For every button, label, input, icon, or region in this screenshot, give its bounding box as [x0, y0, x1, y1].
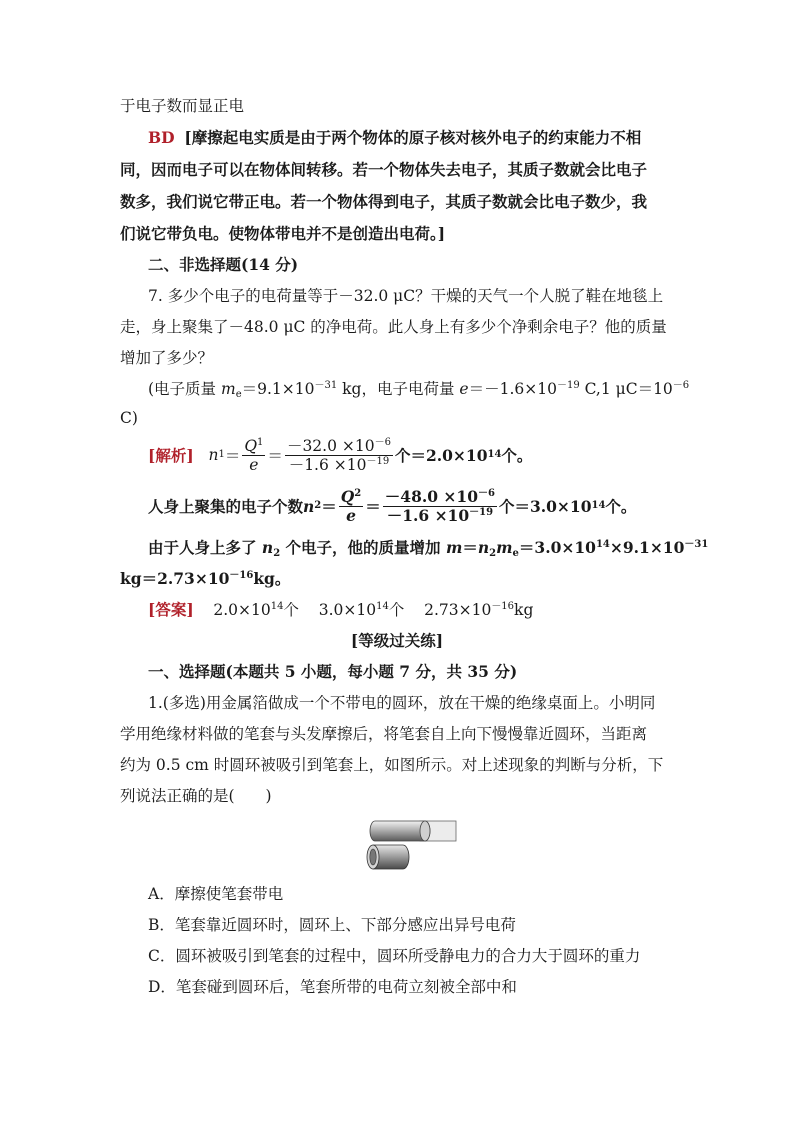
q7-stem-line-1: 7. 多少个电子的电荷量等于－32.0 μC？干燥的天气一个人脱了鞋在地毯上	[148, 287, 664, 305]
fraction-q2-over-e: $\frac{Q^2}{e}$	[340, 486, 362, 525]
q1-option-d: D．笔套碰到圆环后，笔套所带的电荷立刻被全部中和	[148, 978, 517, 996]
q7-solution-line-2: 人身上聚集的电子个数 n 2 ＝ $\frac{Q^2}{e}$ ＝ $\frac{-48.0 \times 10^{-6}}{-1.6 \times 10^{-19}}$ 个＝3.0×10 14 个。	[148, 486, 637, 525]
q7-stem-line-2: 走，身上聚集了－48.0 μC 的净电荷。此人身上有多少个净剩余电子？他的质量	[120, 318, 667, 336]
metal-ring-hole	[370, 849, 376, 865]
q1-option-b: B．笔套靠近圆环时，圆环上、下部分感应出异号电荷	[148, 916, 516, 934]
level-title: [等级过关练]	[350, 631, 444, 650]
q1-stem-line-2: 学用绝缘材料做的笔套与头发摩擦后，将笔套自上向下慢慢靠近圆环，当距离	[120, 725, 648, 743]
pen-cap-and-ring-figure	[365, 818, 457, 872]
fraction-charge-ratio-2: $\frac{-48.0 \times 10^{-6}}{-1.6 \times 10^{-19}}$	[384, 486, 495, 525]
q7-stem-line-3: 增加了多少？	[120, 349, 214, 367]
q7-solution-line-1: [解析] n 1 ＝ $\frac{Q^1}{e}$ ＝ $\frac{-32.0 \times 10^{-6}}{-1.6 \times 10^{-19}}$ 个＝2.0×10 14 个。	[148, 436, 533, 474]
solution-label: [解析]	[148, 446, 194, 465]
q1-stem-line-3: 约为 0.5 cm 时圆环被吸引到笔套上，如图所示。对上述现象的判断与分析，下	[120, 756, 664, 774]
q7-solution-line-3: 由于人身上多了 $n_2$ 个电子，他的质量增加 $m=n_2m_e=3.0\times 10^{14}\times 9.1\times 10^{-31}$	[148, 538, 709, 559]
answer-label-bd: BD	[148, 128, 175, 147]
section1-title: 一、选择题(本题共 5 小题，每小题 7 分，共 35 分)	[148, 662, 518, 681]
q7-solution-line-4: $kg=2.73\times 10^{-16}kg$。	[120, 569, 291, 588]
q1-stem-line-4: 列说法正确的是( )	[120, 787, 272, 805]
q1-option-a: A．摩擦使笔套带电	[148, 885, 284, 903]
section2-title: 二、非选择题(14 分)	[148, 255, 299, 274]
q7-given-tail: C)	[120, 409, 138, 427]
q6-explanation-line-1: BD [摩擦起电实质是由于两个物体的原子核对核外电子的约束能力不相	[148, 128, 642, 147]
fraction-charge-ratio-1: $\frac{-32.0 \times 10^{-6}}{-1.6 \times 10^{-19}}$	[286, 436, 391, 474]
pen-cap-end	[420, 821, 430, 841]
fraction-q1-over-e: $\frac{Q^1}{e}$	[244, 436, 264, 474]
q6-explanation-line-2: 同，因而电子可以在物体间转移。若一个物体失去电子，其质子数就会比电子	[120, 160, 648, 179]
header-line: 于电子数而显正电	[120, 97, 245, 115]
q6-explanation-line-3: 数多，我们说它带正电。若一个物体得到电子，其质子数就会比电子数少，我	[120, 192, 648, 211]
q1-stem-line-1: 1.(多选)用金属箔做成一个不带电的圆环，放在干燥的绝缘桌面上。小明同	[148, 694, 656, 712]
q7-given-line: (电子质量 $m_e=9.1\times 10^{-31}$ kg，电子电荷量 $e=-1.6\times 10^{-19}$ C,1 $\mu C=10^{-6}$	[148, 380, 690, 400]
q1-option-c: C．圆环被吸引到笔套的过程中，圆环所受静电力的合力大于圆环的重力	[148, 947, 641, 965]
q6-explanation-line-4: 们说它带负电。使物体带电并不是创造出电荷。]	[120, 224, 446, 243]
q7-answer-line: [答案] $2.0\times 10^{14}$个 $3.0\times 10^{14}$个 $2.73\times 10^{-16}kg$	[148, 600, 534, 619]
answer-label: [答案]	[148, 600, 194, 619]
